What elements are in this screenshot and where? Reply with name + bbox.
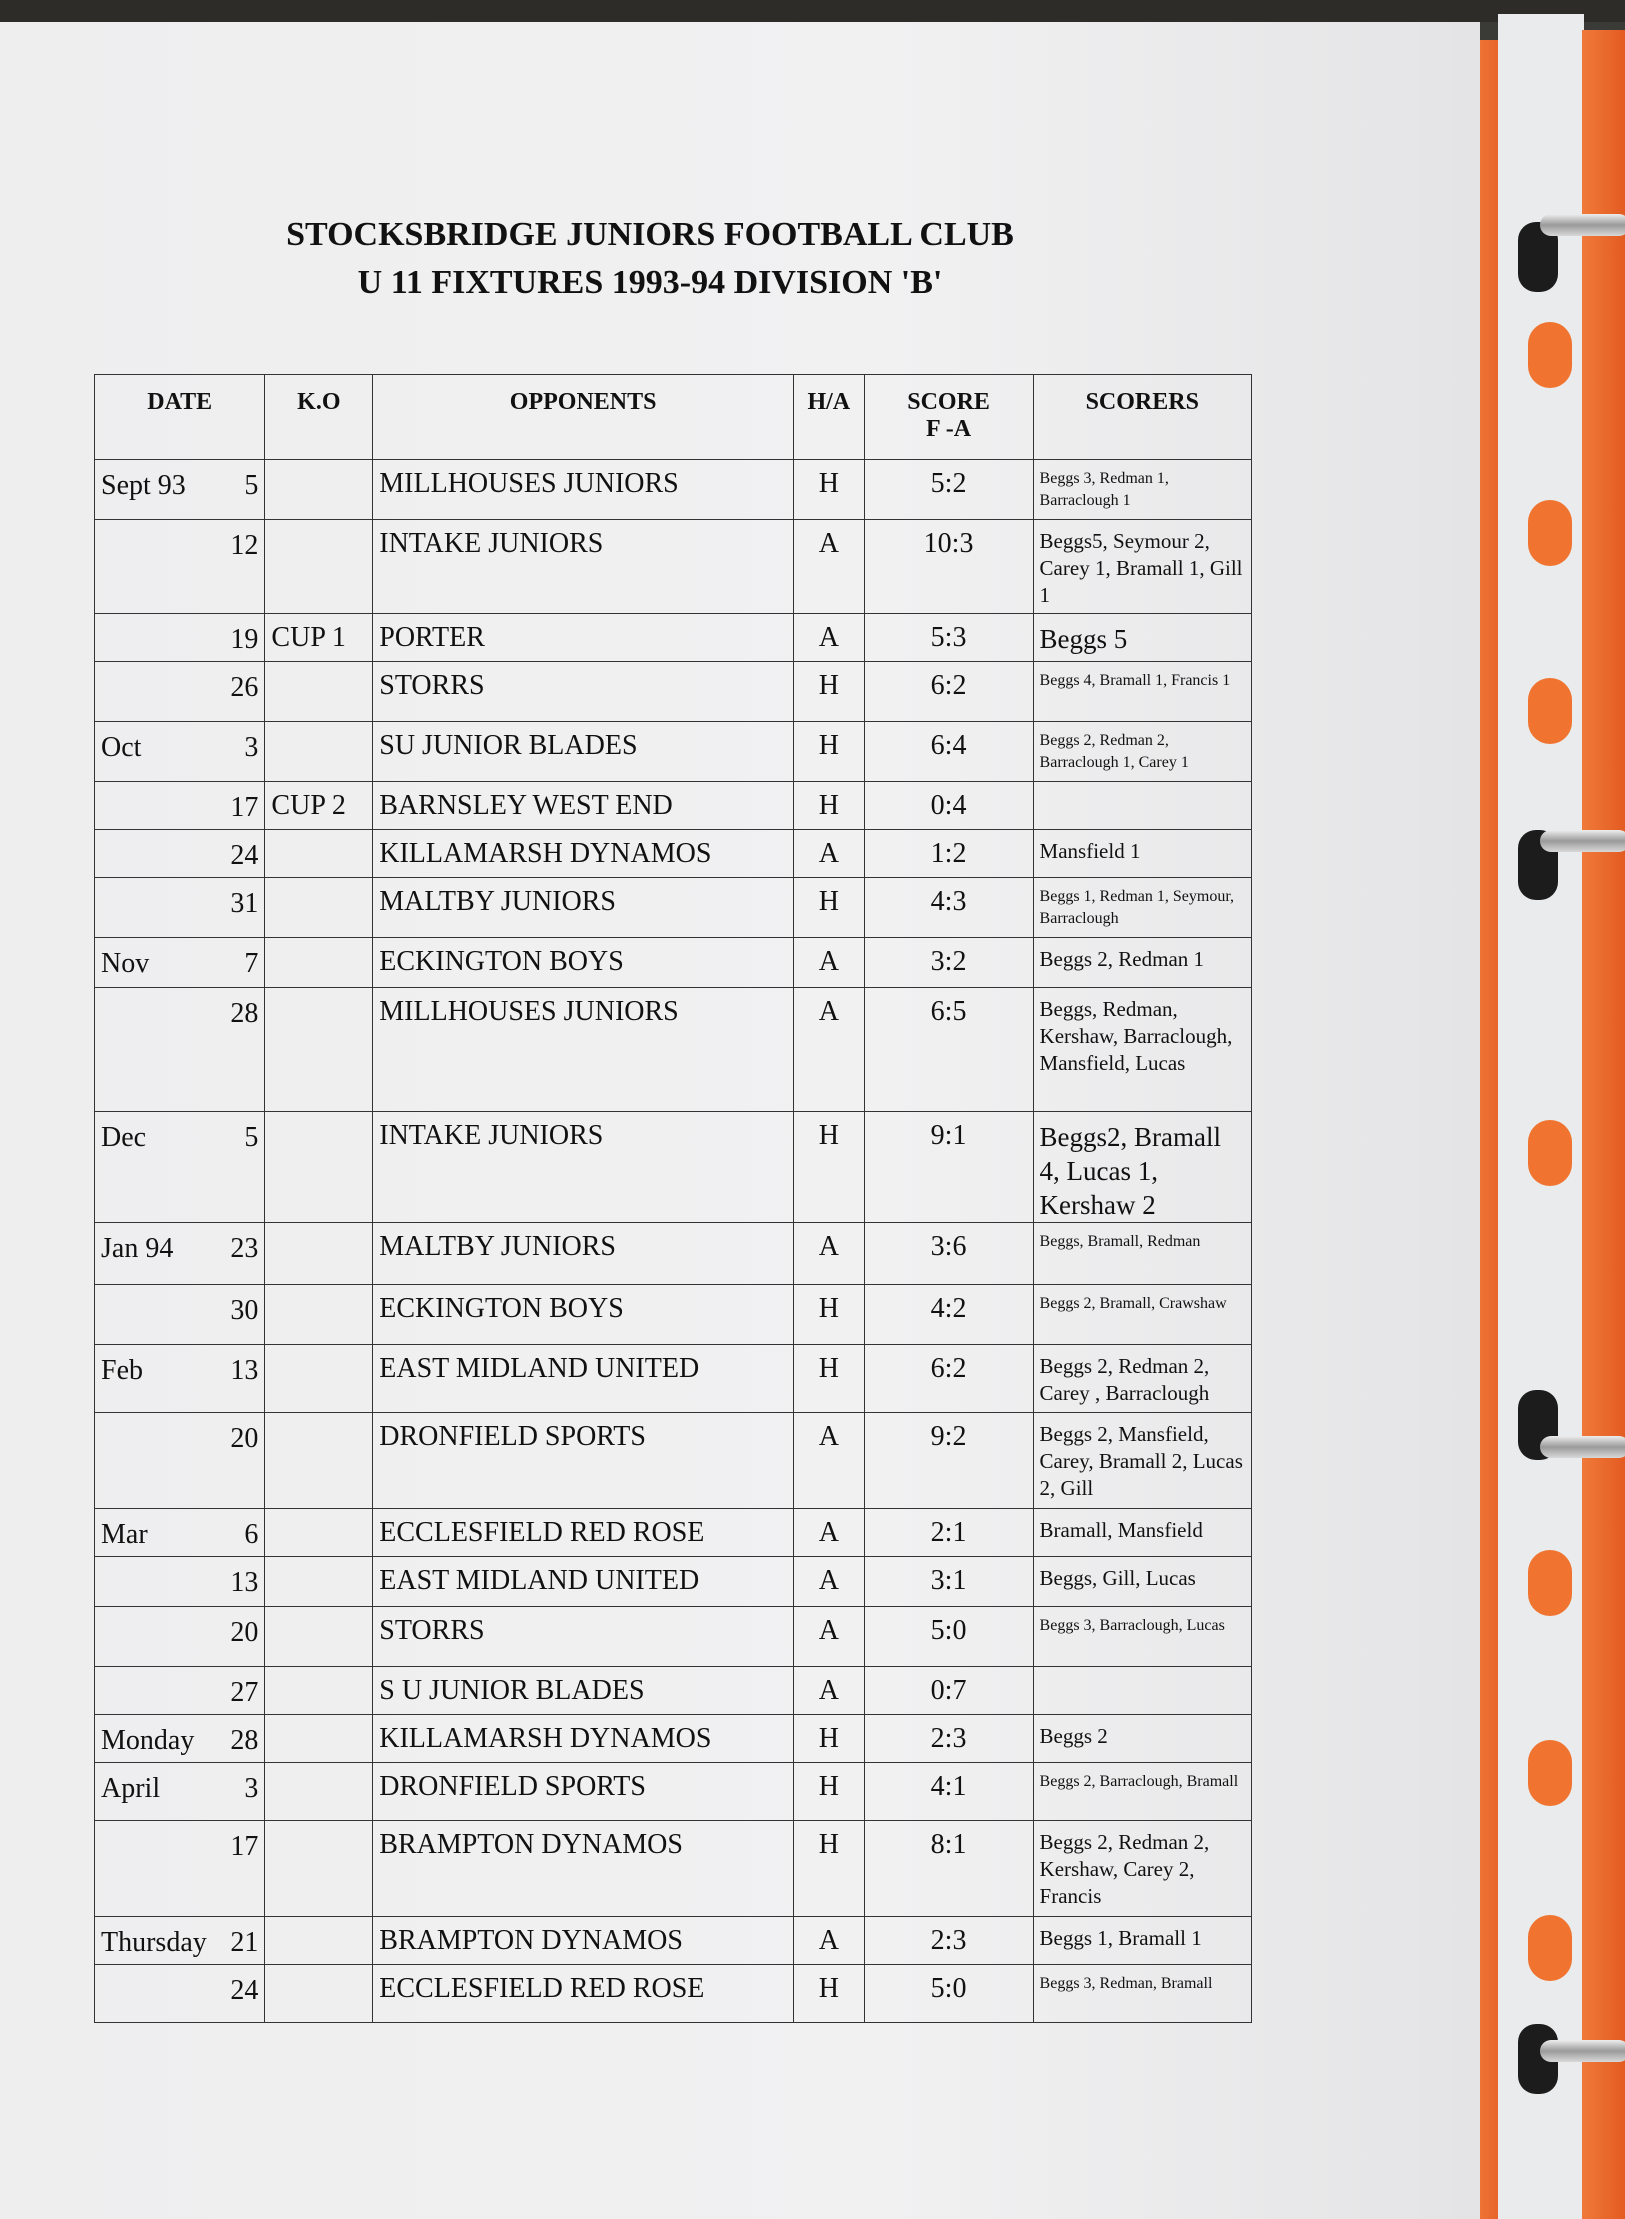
date-label: Dec xyxy=(101,1122,147,1153)
score-cell: 9:2 xyxy=(864,1413,1033,1509)
date-day: 28 xyxy=(230,1725,259,1756)
punch-hole xyxy=(1528,322,1572,388)
date-day: 13 xyxy=(230,1567,259,1598)
table-row xyxy=(95,1557,1252,1607)
col-ha: H/A xyxy=(794,375,865,460)
ko-cell xyxy=(265,1667,373,1715)
date-cell xyxy=(95,662,265,722)
table-row xyxy=(95,614,1252,662)
binder-ring xyxy=(1540,214,1625,236)
score-cell: 10:3 xyxy=(864,520,1033,614)
scorers-cell: Beggs 5 xyxy=(1033,614,1251,662)
ha-cell: A xyxy=(794,1413,865,1509)
table-row xyxy=(95,1285,1252,1345)
table-row xyxy=(95,830,1252,878)
binder-ring xyxy=(1540,1436,1625,1458)
scorers-cell: Beggs 2, Redman 2, Barraclough 1, Carey 1 xyxy=(1033,722,1251,782)
date-label: Nov xyxy=(101,948,150,979)
ha-cell: H xyxy=(794,1345,865,1413)
scorers-cell: Beggs 3, Redman 1, Barraclough 1 xyxy=(1033,460,1251,520)
table-row xyxy=(95,520,1252,614)
table-row xyxy=(95,1413,1252,1509)
table-row xyxy=(95,782,1252,830)
date-cell xyxy=(95,722,265,782)
date-label: April xyxy=(101,1773,161,1804)
score-cell: 5:2 xyxy=(864,460,1033,520)
opponent-cell: STORRS xyxy=(373,1607,794,1667)
ha-cell: H xyxy=(794,1821,865,1917)
date-cell xyxy=(95,988,265,1112)
opponent-cell: ECCLESFIELD RED ROSE xyxy=(373,1509,794,1557)
opponent-cell: ECKINGTON BOYS xyxy=(373,1285,794,1345)
ko-cell xyxy=(265,1413,373,1509)
ha-cell: A xyxy=(794,1509,865,1557)
score-cell: 6:2 xyxy=(864,1345,1033,1413)
score-cell: 2:3 xyxy=(864,1715,1033,1763)
date-day: 3 xyxy=(244,1773,259,1804)
ko-cell xyxy=(265,1965,373,2023)
ha-cell: A xyxy=(794,988,865,1112)
ko-cell xyxy=(265,1345,373,1413)
date-day: 23 xyxy=(230,1233,259,1264)
date-label: Monday xyxy=(101,1725,195,1756)
date-day: 6 xyxy=(244,1519,259,1550)
ko-cell xyxy=(265,988,373,1112)
score-cell: 5:0 xyxy=(864,1607,1033,1667)
punch-hole xyxy=(1528,1915,1572,1981)
binder-ring xyxy=(1540,830,1625,852)
date-label: Thursday xyxy=(101,1927,207,1958)
binder-top-edge xyxy=(0,0,1625,22)
date-cell xyxy=(95,520,265,614)
date-label: Mar xyxy=(101,1519,148,1550)
date-day: 31 xyxy=(230,888,259,919)
ko-cell xyxy=(265,1557,373,1607)
date-cell xyxy=(95,782,265,830)
date-cell xyxy=(95,1413,265,1509)
opponent-cell: ECCLESFIELD RED ROSE xyxy=(373,1965,794,2023)
scorers-cell: Beggs 1, Bramall 1 xyxy=(1033,1917,1251,1965)
opponent-cell: EAST MIDLAND UNITED xyxy=(373,1345,794,1413)
date-day: 20 xyxy=(230,1423,259,1454)
punch-hole xyxy=(1528,500,1572,566)
date-cell xyxy=(95,1763,265,1821)
date-day: 20 xyxy=(230,1617,259,1648)
col-score-label: SCORE xyxy=(907,389,990,415)
scorers-cell: Beggs 2, Redman 2, Carey , Barraclough xyxy=(1033,1345,1251,1413)
score-cell: 1:2 xyxy=(864,830,1033,878)
ha-cell: H xyxy=(794,662,865,722)
ko-cell xyxy=(265,1607,373,1667)
date-day: 26 xyxy=(230,672,259,703)
ko-cell xyxy=(265,878,373,938)
date-cell xyxy=(95,878,265,938)
score-cell: 9:1 xyxy=(864,1112,1033,1223)
ko-cell xyxy=(265,460,373,520)
scorers-cell xyxy=(1033,782,1251,830)
opponent-cell: MILLHOUSES JUNIORS xyxy=(373,988,794,1112)
score-cell: 0:7 xyxy=(864,1667,1033,1715)
date-cell xyxy=(95,1667,265,1715)
ha-cell: A xyxy=(794,614,865,662)
date-cell xyxy=(95,1112,265,1223)
date-day: 5 xyxy=(244,1122,259,1153)
table-row xyxy=(95,1509,1252,1557)
table-row xyxy=(95,1667,1252,1715)
date-day: 5 xyxy=(244,470,259,501)
ko-cell xyxy=(265,662,373,722)
opponent-cell: BRAMPTON DYNAMOS xyxy=(373,1821,794,1917)
ha-cell: A xyxy=(794,1607,865,1667)
scorers-cell: Beggs 2, Mansfield, Carey, Bramall 2, Lucas 2, Gill xyxy=(1033,1413,1251,1509)
ko-cell xyxy=(265,1917,373,1965)
date-day: 24 xyxy=(230,840,259,871)
date-cell xyxy=(95,1345,265,1413)
table-row xyxy=(95,938,1252,988)
ha-cell: H xyxy=(794,1763,865,1821)
col-opponents: OPPONENTS xyxy=(373,375,794,460)
opponent-cell: INTAKE JUNIORS xyxy=(373,1112,794,1223)
date-cell xyxy=(95,1965,265,2023)
ko-cell xyxy=(265,830,373,878)
scorers-cell: Beggs 3, Redman, Bramall xyxy=(1033,1965,1251,2023)
date-cell xyxy=(95,460,265,520)
score-cell: 6:5 xyxy=(864,988,1033,1112)
score-cell: 6:2 xyxy=(864,662,1033,722)
ha-cell: A xyxy=(794,1223,865,1285)
score-cell: 4:3 xyxy=(864,878,1033,938)
date-cell xyxy=(95,1285,265,1345)
opponent-cell: MALTBY JUNIORS xyxy=(373,1223,794,1285)
table-row xyxy=(95,1763,1252,1821)
ha-cell: H xyxy=(794,460,865,520)
scorers-cell: Beggs 1, Redman 1, Seymour, Barraclough xyxy=(1033,878,1251,938)
punch-hole xyxy=(1528,1550,1572,1616)
date-cell xyxy=(95,614,265,662)
score-cell: 4:2 xyxy=(864,1285,1033,1345)
ha-cell: A xyxy=(794,1917,865,1965)
date-cell xyxy=(95,1557,265,1607)
date-cell xyxy=(95,938,265,988)
ko-cell xyxy=(265,1715,373,1763)
date-day: 24 xyxy=(230,1975,259,2006)
ko-cell xyxy=(265,1509,373,1557)
scorers-cell: Beggs 2, Bramall, Crawshaw xyxy=(1033,1285,1251,1345)
scorers-cell: Beggs2, Bramall 4, Lucas 1, Kershaw 2 xyxy=(1033,1112,1251,1223)
scorers-cell: Bramall, Mansfield xyxy=(1033,1509,1251,1557)
col-scorers: SCORERS xyxy=(1033,375,1251,460)
date-cell xyxy=(95,1223,265,1285)
ko-cell xyxy=(265,1763,373,1821)
opponent-cell: DRONFIELD SPORTS xyxy=(373,1413,794,1509)
date-day: 7 xyxy=(244,948,259,979)
date-day: 21 xyxy=(230,1927,259,1958)
opponent-cell: EAST MIDLAND UNITED xyxy=(373,1557,794,1607)
table-row xyxy=(95,1965,1252,2023)
table-row xyxy=(95,988,1252,1112)
table-row xyxy=(95,662,1252,722)
opponent-cell: KILLAMARSH DYNAMOS xyxy=(373,1715,794,1763)
date-cell xyxy=(95,1509,265,1557)
fixtures-subtitle: U 11 FIXTURES 1993-94 DIVISION 'B' xyxy=(357,264,943,301)
date-label: Feb xyxy=(101,1355,143,1386)
col-date: DATE xyxy=(95,375,265,460)
date-cell xyxy=(95,1607,265,1667)
club-title: STOCKSBRIDGE JUNIORS FOOTBALL CLUB xyxy=(286,216,1014,253)
score-cell: 3:6 xyxy=(864,1223,1033,1285)
divider-tab-right xyxy=(1582,30,1625,2219)
ko-cell: CUP 1 xyxy=(265,614,373,662)
score-cell: 8:1 xyxy=(864,1821,1033,1917)
col-ko: K.O xyxy=(265,375,373,460)
ko-cell xyxy=(265,1112,373,1223)
opponent-cell: BARNSLEY WEST END xyxy=(373,782,794,830)
date-cell xyxy=(95,1821,265,1917)
date-cell xyxy=(95,1917,265,1965)
scorers-cell: Mansfield 1 xyxy=(1033,830,1251,878)
date-cell xyxy=(95,1715,265,1763)
score-cell: 3:2 xyxy=(864,938,1033,988)
table-row xyxy=(95,722,1252,782)
opponent-cell: MILLHOUSES JUNIORS xyxy=(373,460,794,520)
ha-cell: H xyxy=(794,878,865,938)
score-cell: 5:0 xyxy=(864,1965,1033,2023)
table-row xyxy=(95,878,1252,938)
table-row xyxy=(95,1345,1252,1413)
scorers-cell: Beggs5, Seymour 2, Carey 1, Bramall 1, Gill 1 xyxy=(1033,520,1251,614)
col-score-sub: F -A xyxy=(926,416,972,442)
scorers-cell: Beggs 2, Redman 1 xyxy=(1033,938,1251,988)
ko-cell xyxy=(265,1821,373,1917)
ko-cell xyxy=(265,1285,373,1345)
scorers-cell: Beggs 3, Barraclough, Lucas xyxy=(1033,1607,1251,1667)
score-cell: 2:3 xyxy=(864,1917,1033,1965)
ha-cell: H xyxy=(794,1112,865,1223)
date-day: 17 xyxy=(230,1831,259,1862)
scorers-cell: Beggs 2, Barraclough, Bramall xyxy=(1033,1763,1251,1821)
table-row xyxy=(95,1223,1252,1285)
scorers-cell: Beggs 4, Bramall 1, Francis 1 xyxy=(1033,662,1251,722)
punch-hole xyxy=(1528,1120,1572,1186)
ha-cell: H xyxy=(794,1715,865,1763)
binder-ring xyxy=(1540,2040,1625,2062)
opponent-cell: KILLAMARSH DYNAMOS xyxy=(373,830,794,878)
table-row xyxy=(95,1821,1252,1917)
table-row xyxy=(95,1715,1252,1763)
score-cell: 6:4 xyxy=(864,722,1033,782)
ko-cell xyxy=(265,722,373,782)
ha-cell: H xyxy=(794,782,865,830)
opponent-cell: INTAKE JUNIORS xyxy=(373,520,794,614)
fixtures-table xyxy=(94,374,1252,2023)
opponent-cell: S U JUNIOR BLADES xyxy=(373,1667,794,1715)
date-day: 12 xyxy=(230,530,259,561)
opponent-cell: MALTBY JUNIORS xyxy=(373,878,794,938)
date-day: 27 xyxy=(230,1677,259,1708)
ko-cell: CUP 2 xyxy=(265,782,373,830)
ha-cell: A xyxy=(794,1557,865,1607)
ha-cell: H xyxy=(794,1285,865,1345)
date-day: 30 xyxy=(230,1295,259,1326)
date-day: 13 xyxy=(230,1355,259,1386)
score-cell: 2:1 xyxy=(864,1509,1033,1557)
scorers-cell: Beggs, Gill, Lucas xyxy=(1033,1557,1251,1607)
date-day: 17 xyxy=(230,792,259,823)
col-score xyxy=(864,375,1033,460)
date-label: Sept 93 xyxy=(101,470,186,501)
table-row xyxy=(95,1112,1252,1223)
ha-cell: H xyxy=(794,722,865,782)
ha-cell: A xyxy=(794,938,865,988)
scorers-cell: Beggs 2, Redman 2, Kershaw, Carey 2, Francis xyxy=(1033,1821,1251,1917)
table-row xyxy=(95,1607,1252,1667)
score-cell: 3:1 xyxy=(864,1557,1033,1607)
fixtures-body xyxy=(95,460,1252,2023)
ha-cell: H xyxy=(794,1965,865,2023)
ko-cell xyxy=(265,1223,373,1285)
date-day: 19 xyxy=(230,624,259,655)
score-cell: 0:4 xyxy=(864,782,1033,830)
ko-cell xyxy=(265,520,373,614)
table-row xyxy=(95,1917,1252,1965)
table-row xyxy=(95,460,1252,520)
scorers-cell: Beggs 2 xyxy=(1033,1715,1251,1763)
scorers-cell xyxy=(1033,1667,1251,1715)
opponent-cell: ECKINGTON BOYS xyxy=(373,938,794,988)
date-day: 28 xyxy=(230,998,259,1029)
opponent-cell: STORRS xyxy=(373,662,794,722)
opponent-cell: BRAMPTON DYNAMOS xyxy=(373,1917,794,1965)
opponent-cell: SU JUNIOR BLADES xyxy=(373,722,794,782)
date-label: Oct xyxy=(101,732,142,763)
scorers-cell: Beggs, Redman, Kershaw, Barraclough, Mansfield, Lucas xyxy=(1033,988,1251,1112)
date-label: Jan 94 xyxy=(101,1233,174,1264)
ha-cell: A xyxy=(794,830,865,878)
scorers-cell: Beggs, Bramall, Redman xyxy=(1033,1223,1251,1285)
table-header-row xyxy=(95,375,1252,460)
ha-cell: A xyxy=(794,520,865,614)
opponent-cell: DRONFIELD SPORTS xyxy=(373,1763,794,1821)
ko-cell xyxy=(265,938,373,988)
ha-cell: A xyxy=(794,1667,865,1715)
date-day: 3 xyxy=(244,732,259,763)
punch-hole xyxy=(1528,678,1572,744)
score-cell: 5:3 xyxy=(864,614,1033,662)
date-cell xyxy=(95,830,265,878)
score-cell: 4:1 xyxy=(864,1763,1033,1821)
punch-hole xyxy=(1528,1740,1572,1806)
opponent-cell: PORTER xyxy=(373,614,794,662)
